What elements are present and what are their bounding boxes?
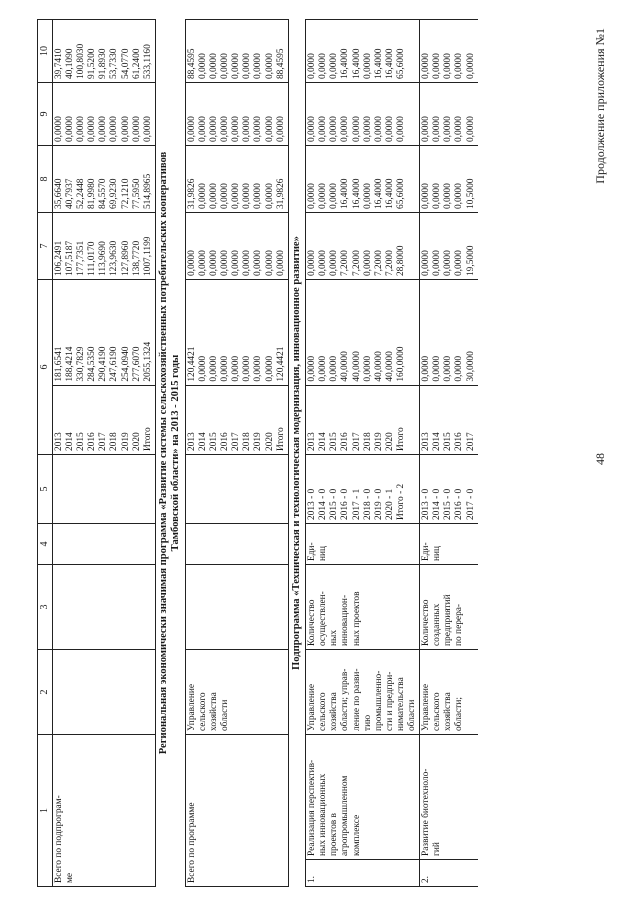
targets-cell: 2013 - 0 2014 - 0 2015 - 0 2016 - 0 2017 - 1 2018 - 0 2019 - 0 2020 - 1 Итого - 2 bbox=[306, 455, 420, 524]
header-col-7: 7 bbox=[38, 213, 53, 280]
appendix-continuation: Продолжение приложения №1 bbox=[593, 28, 607, 184]
unit-cell: Еди- ниц bbox=[306, 524, 420, 565]
value-cell: 0,0000 0,0000 0,0000 0,0000 19,5000 bbox=[420, 213, 478, 280]
measure-name: Реализация перспектив- ных инновационных проектов в агропромышленном комплексе bbox=[306, 735, 420, 860]
row-number: 2. bbox=[420, 860, 478, 887]
value-cell: 88,4595 0,0000 0,0000 0,0000 0,0000 0,0000 0,0000 0,0000 88,4595 bbox=[185, 20, 288, 83]
value-cell: 0,0000 0,0000 0,0000 0,0000 0,0000 0,0000 0,0000 0,0000 0,0000 bbox=[185, 83, 288, 146]
value-cell: 0,0000 0,0000 0,0000 0,0000 0,0000 bbox=[420, 20, 478, 83]
indicator-cell: Количество осуществлен- ных инновацион- ных проектов bbox=[306, 565, 420, 650]
header-row bbox=[38, 20, 53, 887]
table-row bbox=[420, 20, 478, 887]
section-heading-row bbox=[155, 20, 185, 887]
value-cell: 0,0000 0,0000 0,0000 0,0000 0,0000 0,0000 0,0000 0,0000 0,0000 bbox=[306, 83, 420, 146]
years-cell: 2013 2014 2015 2016 2017 2018 2019 2020 Итого bbox=[306, 385, 420, 454]
budget-table bbox=[37, 19, 478, 887]
value-cell: 0,0000 0,0000 0,0000 40,0000 40,0000 0,0000 40,0000 40,0000 160,0000 bbox=[306, 280, 420, 386]
header-col-4: 4 bbox=[38, 524, 53, 565]
value-cell: 39,7410 40,1090 100,8030 91,5200 91,8930 53,7330 54,0770 61,2400 533,1160 bbox=[53, 20, 156, 83]
header-col-2: 2 bbox=[38, 650, 53, 735]
empty-cell bbox=[185, 524, 288, 565]
section-heading-row bbox=[288, 20, 306, 887]
value-cell: 106,2491 107,5187 177,7351 111,0170 113,9690 123,9630 127,8960 138,7720 1007,1199 bbox=[53, 213, 156, 280]
unit-cell: Еди- ниц bbox=[420, 524, 478, 565]
table-row bbox=[185, 20, 288, 887]
empty-cell bbox=[53, 650, 156, 735]
value-cell: 0,0000 0,0000 0,0000 0,0000 0,0000 0,0000 0,0000 0,0000 0,0000 bbox=[53, 83, 156, 146]
value-cell: 181,6541 188,4214 330,7829 284,5350 290,4190 247,6190 254,0940 277,6070 2055,1324 bbox=[53, 280, 156, 386]
executor-cell: Управление сельского хозяйства области; управ- ление по разви- тию промышленно- сти и предпри- нимательства области bbox=[306, 650, 420, 735]
table-row bbox=[53, 20, 156, 887]
measure-name: Развитие биотехноло- гий bbox=[420, 735, 478, 860]
header-col-9: 9 bbox=[38, 83, 53, 146]
page-number: 48 bbox=[593, 453, 607, 465]
row-label: Всего по программе bbox=[185, 735, 288, 887]
header-col-10: 10 bbox=[38, 20, 53, 83]
years-cell: 2013 2014 2015 2016 2017 2018 2019 2020 Итого bbox=[53, 385, 156, 454]
executor-cell: Управление сельского хозяйства области; bbox=[420, 650, 478, 735]
header-col-3: 3 bbox=[38, 565, 53, 650]
subprogram-section-title: Подпрограмма «Техническая и технологическая модернизация, инновационное развитие» bbox=[288, 20, 306, 887]
value-cell: 120,4421 0,0000 0,0000 0,0000 0,0000 0,0000 0,0000 0,0000 120,4421 bbox=[185, 280, 288, 386]
empty-cell bbox=[53, 524, 156, 565]
header-col-5: 5 bbox=[38, 455, 53, 524]
executor-cell: Управление сельского хозяйства области bbox=[185, 650, 288, 735]
value-cell: 0,0000 0,0000 0,0000 0,0000 0,0000 0,0000 0,0000 0,0000 0,0000 bbox=[185, 213, 288, 280]
targets-cell: 2013 - 0 2014 - 0 2015 - 0 2016 - 0 2017 - 0 bbox=[420, 455, 478, 524]
indicator-cell: Количество созданных предприятий по перера- bbox=[420, 565, 478, 650]
table-row bbox=[306, 20, 420, 887]
empty-cell bbox=[185, 455, 288, 524]
value-cell: 0,0000 0,0000 0,0000 7,2000 7,2000 0,0000 7,2000 7,2000 28,8000 bbox=[306, 213, 420, 280]
header-col-8: 8 bbox=[38, 146, 53, 213]
years-cell: 2013 2014 2015 2016 2017 bbox=[420, 385, 478, 454]
row-label: Всего по подпрограм- ме bbox=[53, 735, 156, 887]
empty-cell bbox=[53, 455, 156, 524]
row-number: 1. bbox=[306, 860, 420, 887]
header-col-6: 6 bbox=[38, 280, 53, 455]
value-cell: 0,0000 0,0000 0,0000 0,0000 30,0000 bbox=[420, 280, 478, 386]
program-section-title: Региональная экономически значимая программа «Развитие системы сельскохозяйственных потребительских кооперативов Тамбовской области» на 2013 - 2015 годы bbox=[155, 20, 185, 887]
value-cell: 0,0000 0,0000 0,0000 0,0000 0,0000 bbox=[420, 83, 478, 146]
empty-cell bbox=[53, 565, 156, 650]
empty-cell bbox=[185, 565, 288, 650]
value-cell: 35,6640 40,7937 52,2448 81,9980 84,5570 69,9230 72,1210 77,5950 514,8965 bbox=[53, 146, 156, 213]
value-cell: 0,0000 0,0000 0,0000 0,0000 10,5000 bbox=[420, 146, 478, 213]
years-cell: 2013 2014 2015 2016 2017 2018 2019 2020 Итого bbox=[185, 385, 288, 454]
value-cell: 31,9826 0,0000 0,0000 0,0000 0,0000 0,0000 0,0000 0,0000 31,9826 bbox=[185, 146, 288, 213]
value-cell: 0,0000 0,0000 0,0000 16,4000 16,4000 0,0000 16,4000 16,4000 65,6000 bbox=[306, 146, 420, 213]
header-col-1: 1 bbox=[38, 735, 53, 887]
value-cell: 0,0000 0,0000 0,0000 16,4000 16,4000 0,0000 16,4000 16,4000 65,6000 bbox=[306, 20, 420, 83]
